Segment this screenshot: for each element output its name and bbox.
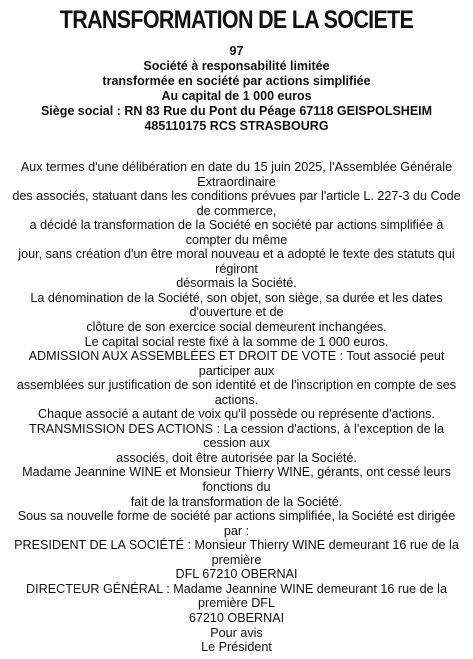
body-text-line: participer aux — [198, 363, 275, 378]
body-text-line: Chaque associé a autant de voix qu'il possède ou représente d'actions. — [38, 407, 435, 422]
body-text-line: ADMISSION AUX ASSEMBLÉES ET DROIT DE VOTE : Tout associé peut — [28, 349, 445, 364]
body-text-line: Le capital social reste fixé à la somme de 1 000 euros. — [84, 334, 389, 349]
body-text-line: par : — [223, 523, 250, 538]
body-text-line: a décidé la transformation de la Société en société par actions simplifiée à — [29, 218, 444, 233]
body-text-line: DIRECTEUR GÉNÉRAL : Madame Jeannine WINE demeurant 16 rue de la — [26, 581, 447, 596]
body-text-line: première — [211, 552, 262, 567]
body-text-line: de commerce, — [196, 203, 277, 218]
body-text-line: assemblées sur justification de son identité et de l'inscription en compte de ses — [16, 378, 457, 393]
capital-line: Au capital de 1 000 euros — [161, 89, 312, 103]
body-text-line: PRESIDENT DE LA SOCIÉTÉ : Monsieur Thierry WINE demeurant 16 rue de la — [14, 538, 459, 553]
company-form-line: Société à responsabilité limitée — [143, 59, 330, 73]
body-text-line: TRANSMISSION DES ACTIONS : La cession d'actions, à l'exception de la — [29, 421, 444, 436]
body-text-line: cession aux — [203, 436, 270, 451]
body-text-line: d'ouverture et de — [189, 305, 284, 320]
body-text-line: désormais la Société. — [176, 276, 297, 291]
body-text-line: Extraordinaire — [197, 174, 276, 189]
body-text-line: Le Président — [201, 640, 272, 655]
transformation-line: transformée en société par actions simplifiée — [102, 74, 371, 88]
body-text-line: La dénomination de la Société, son objet, son siège, sa durée et les dates — [30, 290, 443, 305]
registered-office-line: Siège social : RN 83 Rue du Pont du Péage 67118 GEISPOLSHEIM — [40, 104, 433, 118]
body-text-line: première DFL — [198, 596, 275, 611]
body-text-line: DFL 67210 OBERNAI — [175, 567, 298, 582]
body-text-line: jour, sans création d'un être moral nouveau et a adopté le texte des statuts qui — [18, 247, 455, 262]
body-text-line: compter du même — [185, 232, 288, 247]
body-text-line: 67210 OBERNAI — [188, 610, 285, 625]
body-text-line: associés, doit être autorisée par la Société. — [116, 450, 357, 465]
body-text-line: Sous sa nouvelle forme de société par actions simplifiée, la Société est dirigée — [17, 509, 456, 524]
body-text-line: Aux termes d'une délibération en date du 15 juin 2025, l'Assemblée Générale — [20, 160, 453, 174]
body-text-line: régiront — [215, 261, 258, 276]
notice-number: 97 — [229, 44, 244, 58]
body-text-line: actions. — [214, 392, 259, 407]
company-header — [0, 44, 473, 134]
body-text-line: fonctions du — [202, 480, 271, 495]
body-text-line: Madame Jeannine WINE et Monsieur Thierry WINE, gérants, ont cessé leurs — [22, 465, 451, 480]
body-text-line: fait de la transformation de la Société. — [130, 494, 343, 509]
notice-body — [4, 160, 469, 655]
notice-title: TRANSFORMATION DE LA SOCIETE — [59, 6, 414, 34]
body-text-line: clôture de son exercice social demeurent inchangées. — [86, 320, 387, 335]
body-text-line: des associés, statuant dans les conditions prévues par l'article L. 227-3 du Code — [12, 189, 461, 204]
body-text-line: Pour avis — [210, 625, 263, 640]
rcs-line: 485110175 RCS STRASBOURG — [144, 119, 329, 133]
